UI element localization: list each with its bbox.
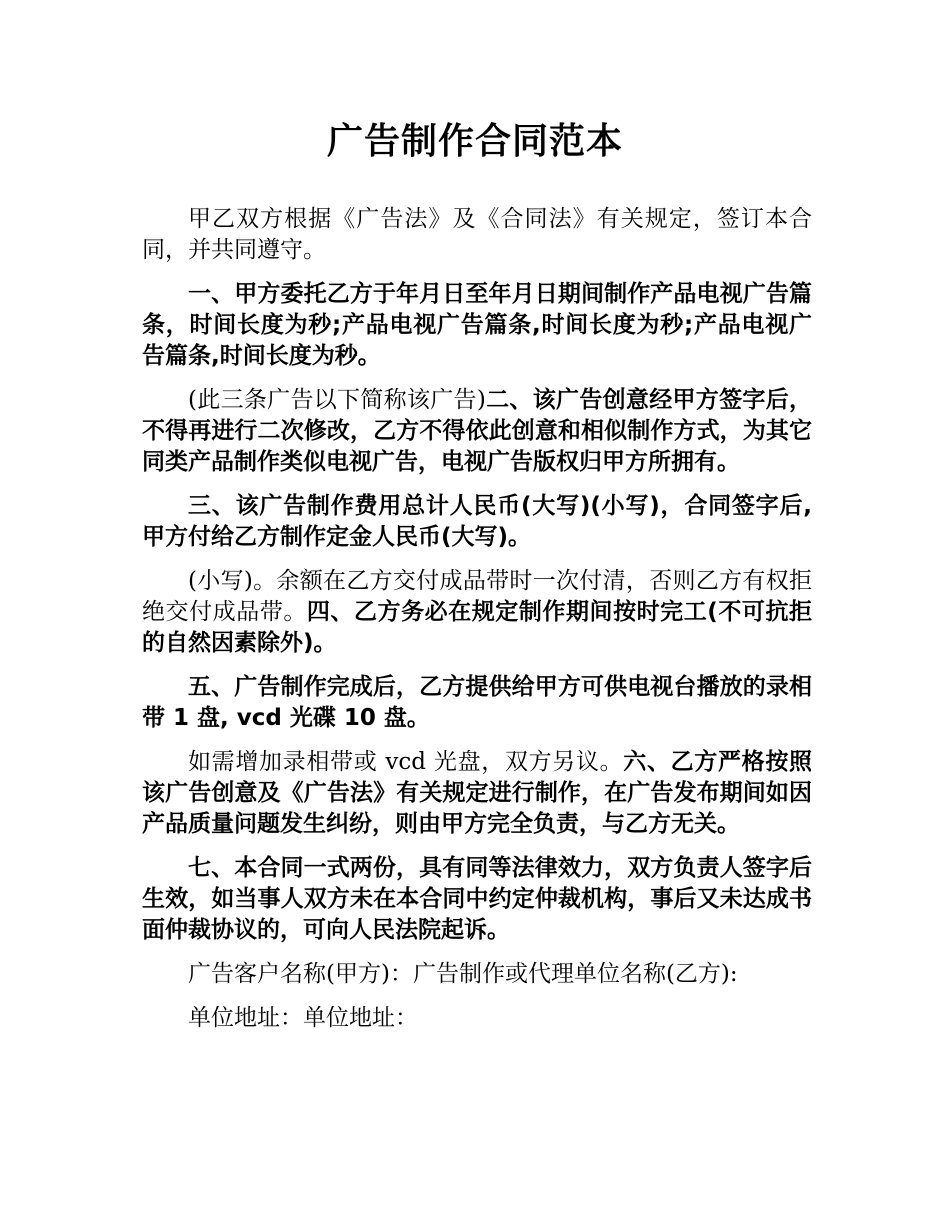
parties-text: 广告客户名称(甲方)：广告制作或代理单位名称(乙方):: [188, 961, 738, 987]
paragraph-parties: [142, 959, 812, 990]
paragraph-clause-7: [142, 853, 812, 946]
intro-text: 甲乙双方根据《广告法》及《合同法》有关规定，签订本合同，并共同遵守。: [142, 206, 812, 263]
address-text: 单位地址：单位地址：: [188, 1005, 418, 1031]
clause-2-lead-text: (此三条广告以下简称该广告): [188, 387, 486, 413]
clause-1-text: 一、甲方委托乙方于年月日至年月日期间制作产品电视广告篇条，时间长度为秒;产品电视广告篇条,时间长度为秒;产品电视广告篇条,时间长度为秒。: [142, 281, 812, 369]
document-title: 广告制作合同范本: [326, 121, 623, 162]
clause-4-lead-text: (小写)。余额在乙方交付成品带时一次付清，否则乙方有权拒绝交付成品带。: [142, 568, 812, 625]
clause-7-text: 七、本合同一式两份，具有同等法律效力，双方负责人签字后生效，如当事人双方未在本合同中约定仲裁机构，事后又未达成书面仲裁协议的，可向人民法院起诉。: [142, 855, 812, 943]
paragraph-clause-4: [142, 566, 812, 659]
clause-5-text: 五、广告制作完成后，乙方提供给甲方可供电视台播放的录相带 1 盘, vcd 光碟 10 盘。: [142, 674, 812, 731]
clause-6-text: 六、乙方严格按照该广告创意及《广告法》有关规定进行制作，在广告发布期间如因产品质量问题发生纠纷，则由甲方完全负责，与乙方无关。: [142, 749, 812, 837]
clause-6-lead-text: 如需增加录相带或 vcd 光盘，双方另议。: [188, 749, 624, 775]
paragraph-clause-6: [142, 747, 812, 840]
paragraph-intro: [142, 204, 812, 266]
clause-4-text: 四、乙方务必在规定制作期间按时完工(不可抗拒的自然因素除外)。: [142, 599, 813, 656]
paragraph-clause-2: [142, 385, 812, 478]
clause-2-text: 二、该广告创意经甲方签字后，不得再进行二次修改，乙方不得依此创意和相似制作方式，为其它同类产品制作类似电视广告，电视广告版权归甲方所拥有。: [142, 387, 813, 475]
paragraph-clause-1: [142, 279, 812, 372]
paragraph-address: [142, 1003, 812, 1034]
document-body: [142, 204, 812, 1047]
clause-3-text: 三、该广告制作费用总计人民币(大写)(小写)，合同签字后,甲方付给乙方制作定金人民币(大写)。: [142, 493, 812, 550]
paragraph-clause-3: [142, 491, 812, 553]
paragraph-clause-5: [142, 672, 812, 734]
